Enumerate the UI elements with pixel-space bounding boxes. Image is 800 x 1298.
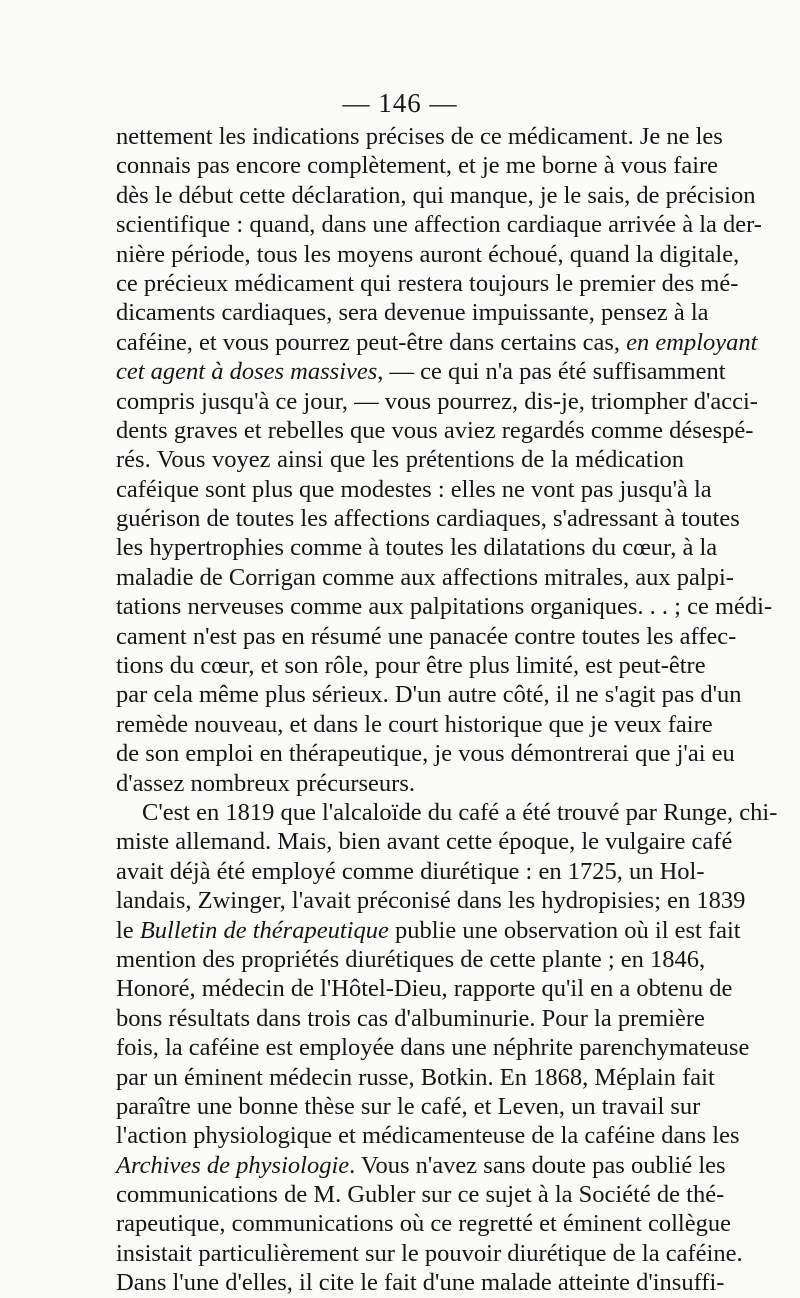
line-text: insistait particulièrement sur le pouvoir diurétique de la caféine. bbox=[116, 1239, 743, 1267]
italic-title-text: Archives de physiologie bbox=[116, 1151, 350, 1179]
text-line bbox=[116, 1004, 705, 1033]
italic-title-text: en employant bbox=[626, 328, 758, 356]
line-text: cament n'est pas en résumé une panacée contre toutes les affec- bbox=[116, 622, 737, 650]
text-line bbox=[116, 475, 712, 504]
text-line bbox=[116, 798, 778, 827]
line-text: landais, Zwinger, l'avait préconisé dans les hydropisies; en 1839 bbox=[116, 887, 746, 915]
text-line bbox=[116, 886, 746, 915]
text-line bbox=[116, 680, 742, 709]
line-text: rapeutique, communications où ce regretté et éminent collègue bbox=[116, 1210, 731, 1238]
text-line bbox=[116, 122, 723, 151]
text-line bbox=[116, 151, 719, 180]
line-text: nière période, tous les moyens auront échoué, quand la digitale, bbox=[116, 240, 740, 268]
text-line bbox=[116, 769, 684, 798]
text-line bbox=[116, 1092, 701, 1121]
text-line bbox=[116, 387, 758, 416]
text-line bbox=[116, 622, 737, 651]
text-line bbox=[116, 945, 706, 974]
text-line bbox=[116, 1209, 731, 1238]
line-text: dicaments cardiaques, sera devenue impuissante, pensez à la bbox=[116, 299, 709, 327]
line-text: maladie de Corrigan comme aux affections mitrales, aux palpi- bbox=[116, 563, 734, 591]
text-line bbox=[116, 1121, 740, 1150]
text-line bbox=[116, 210, 762, 239]
line-text: mention des propriétés diurétiques de cette plante ; en 1846, bbox=[116, 945, 706, 973]
line-text: d'assez nombreux précurseurs. bbox=[116, 769, 415, 797]
line-text: nettement les indications précises de ce médicament. Je ne les bbox=[116, 123, 723, 150]
text-line bbox=[116, 592, 773, 621]
text-line bbox=[116, 1151, 726, 1180]
line-text: publie une observation où il est fait bbox=[388, 916, 741, 944]
text-line bbox=[116, 651, 706, 680]
text-line bbox=[116, 181, 756, 210]
line-text: fois, la caféine est employée dans une néphrite parenchymateuse bbox=[116, 1034, 750, 1062]
line-text: guérison de toutes les affections cardiaques, s'adressant à toutes bbox=[116, 505, 740, 533]
line-text: ce précieux médicament qui restera toujours le premier des mé- bbox=[116, 269, 739, 297]
text-line bbox=[116, 974, 733, 1003]
line-text: tions du cœur, et son rôle, pour être plus limité, est peut-être bbox=[116, 652, 706, 680]
line-text: tations nerveuses comme aux palpitations organiques. . . ; ce médi- bbox=[116, 593, 773, 621]
line-text: caféine, et vous pourrez peut-être dans certains cas, bbox=[116, 328, 627, 356]
text-line bbox=[116, 504, 740, 533]
line-text: . Vous n'avez sans doute pas oublié les bbox=[349, 1151, 726, 1179]
line-text: remède nouveau, et dans le court historique que je veux faire bbox=[116, 710, 713, 738]
line-text: scientifique : quand, dans une affection cardiaque arrivée à la der- bbox=[116, 211, 762, 239]
line-text: avait déjà été employé comme diurétique : en 1725, un Hol- bbox=[116, 857, 705, 885]
line-text: communications de M. Gubler sur ce sujet à la Société de thé- bbox=[116, 1181, 725, 1209]
line-text: miste allemand. Mais, bien avant cette époque, le vulgaire café bbox=[116, 828, 733, 856]
text-line bbox=[116, 827, 733, 856]
text-line bbox=[116, 563, 734, 592]
line-text: connais pas encore complètement, et je me borne à vous faire bbox=[116, 152, 719, 180]
line-text: par cela même plus sérieux. D'un autre côté, il ne s'agit pas d'un bbox=[116, 681, 742, 709]
text-line bbox=[116, 416, 754, 445]
body-text bbox=[116, 122, 778, 1298]
text-line bbox=[116, 357, 726, 386]
italic-title-text: Bulletin de thérapeutique bbox=[139, 916, 389, 944]
text-line bbox=[116, 1180, 725, 1209]
line-text: l'action physiologique et médicamenteuse de la caféine dans les bbox=[116, 1122, 740, 1150]
text-line bbox=[116, 1033, 750, 1062]
page-number: — 146 — bbox=[342, 88, 458, 118]
text-line bbox=[116, 298, 709, 327]
line-text: de son emploi en thérapeutique, je vous démontrerai que j'ai eu bbox=[116, 740, 735, 768]
line-text: paraître une bonne thèse sur le café, et Leven, un travail sur bbox=[116, 1092, 701, 1120]
text-line bbox=[116, 1063, 715, 1092]
line-text: le bbox=[116, 916, 140, 944]
text-line bbox=[116, 1268, 725, 1297]
line-text: compris jusqu'à ce jour, — vous pourrez, dis-je, triompher d'acci- bbox=[116, 387, 758, 415]
line-text: les hypertrophies comme à toutes les dilatations du cœur, à la bbox=[116, 534, 718, 562]
text-line bbox=[116, 1239, 743, 1268]
line-text: rés. Vous voyez ainsi que les prétentions de la médication bbox=[116, 446, 684, 474]
line-text: Honoré, médecin de l'Hôtel-Dieu, rapporte qu'il en a obtenu de bbox=[116, 975, 733, 1003]
text-line bbox=[116, 857, 705, 886]
text-line bbox=[116, 916, 741, 945]
text-line bbox=[116, 533, 718, 562]
line-text: dents graves et rebelles que vous aviez regardés comme désespé- bbox=[116, 416, 754, 444]
text-line bbox=[116, 328, 758, 357]
line-text: par un éminent médecin russe, Botkin. En 1868, Méplain fait bbox=[116, 1063, 715, 1091]
text-line bbox=[116, 240, 740, 269]
line-text: Dans l'une d'elles, il cite le fait d'une malade atteinte d'insuffi- bbox=[116, 1269, 725, 1297]
text-line bbox=[116, 710, 713, 739]
line-text: caféique sont plus que modestes : elles ne vont pas jusqu'à la bbox=[116, 475, 712, 503]
text-line bbox=[116, 739, 735, 768]
line-text: bons résultats dans trois cas d'albuminurie. Pour la première bbox=[116, 1004, 705, 1032]
italic-title-text: cet agent à doses massives bbox=[116, 358, 378, 386]
line-text: , — ce qui n'a pas été suffisamment bbox=[377, 358, 726, 386]
text-line bbox=[116, 269, 739, 298]
line-text: dès le début cette déclaration, qui manque, je le sais, de précision bbox=[116, 181, 756, 209]
text-line bbox=[116, 445, 684, 474]
line-text: C'est en 1819 que l'alcaloïde du café a été trouvé par Runge, chi- bbox=[142, 798, 778, 826]
